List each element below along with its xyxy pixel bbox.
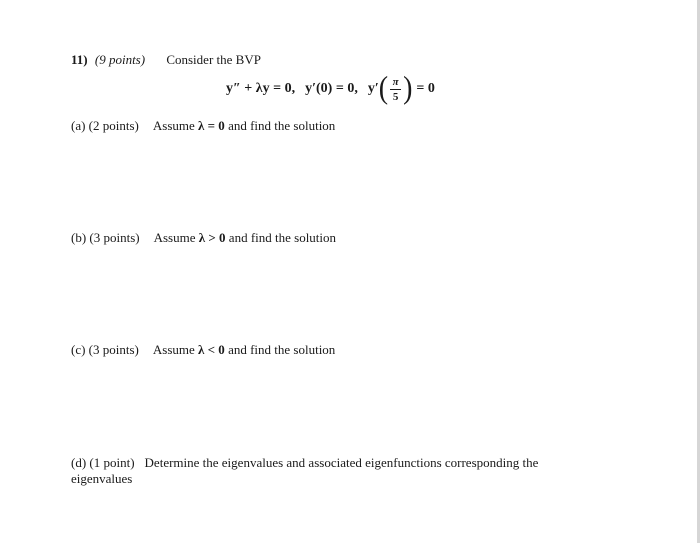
equation-bc1: y′(0) = 0, bbox=[305, 81, 358, 96]
part-a bbox=[71, 118, 335, 134]
part-d-text-line1: Determine the eigenvalues and associated eigenfunctions corresponding the bbox=[144, 455, 539, 470]
part-c-label: (c) (3 points) bbox=[71, 342, 139, 357]
part-c-text-after: and find the solution bbox=[228, 342, 336, 357]
question-points: (9 points) bbox=[94, 52, 146, 67]
fraction-pi-over-5 bbox=[390, 76, 401, 103]
part-c-math: λ < 0 bbox=[198, 342, 225, 357]
part-b-text-after: and find the solution bbox=[228, 230, 337, 245]
part-c bbox=[71, 342, 335, 358]
part-c-text-before: Assume bbox=[152, 342, 195, 357]
part-a-text-before: Assume bbox=[152, 118, 195, 133]
part-a-text-after: and find the solution bbox=[228, 118, 336, 133]
fraction-numerator: π bbox=[392, 75, 399, 88]
equation-bc2-prefix: y′ bbox=[367, 81, 379, 96]
part-b-text-before: Assume bbox=[153, 230, 196, 245]
left-paren: ( bbox=[378, 70, 389, 107]
part-d bbox=[71, 455, 538, 471]
part-d-continuation bbox=[71, 471, 132, 487]
equation-lhs: y″ + λy = 0, bbox=[226, 81, 296, 96]
part-a-label: (a) (2 points) bbox=[71, 118, 139, 133]
question-number: 11) bbox=[71, 52, 88, 67]
part-d-text-line2: eigenvalues bbox=[71, 471, 133, 486]
part-b-math: λ > 0 bbox=[198, 230, 226, 245]
part-a-math: λ = 0 bbox=[198, 118, 225, 133]
fraction-denominator: 5 bbox=[392, 90, 399, 103]
question-header bbox=[71, 52, 261, 68]
part-b-label: (b) (3 points) bbox=[71, 230, 140, 245]
right-paren: ) bbox=[403, 70, 413, 107]
question-intro: Consider the BVP bbox=[166, 52, 261, 67]
equation-bc2-suffix: = 0 bbox=[416, 81, 435, 96]
part-d-label: (d) (1 point) bbox=[71, 455, 135, 470]
part-b bbox=[71, 230, 336, 246]
bvp-equation bbox=[226, 72, 435, 106]
